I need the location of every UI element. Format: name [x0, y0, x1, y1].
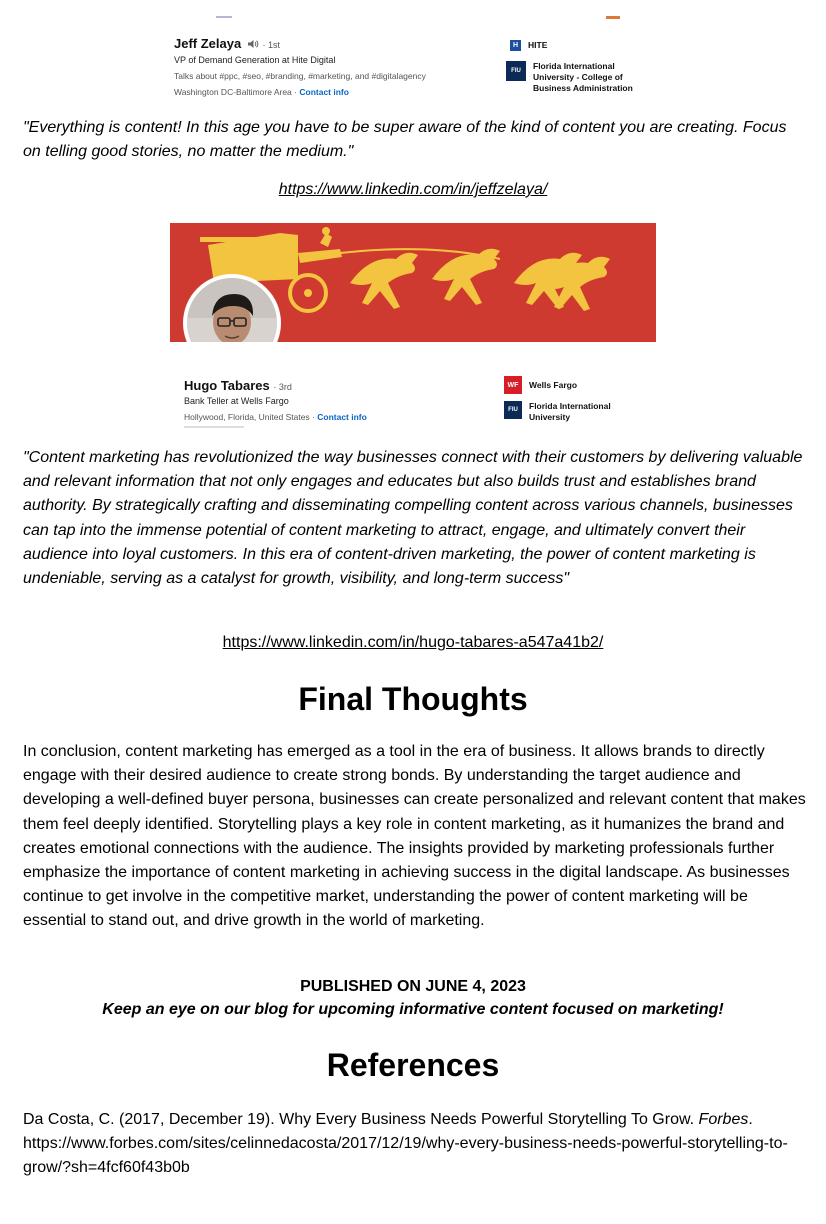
blog-teaser: Keep an eye on our blog for upcoming informative content focused on marketing!: [102, 1001, 724, 1018]
profile-name: Hugo Tabares · 3rd: [184, 378, 292, 393]
hite-logo-icon: H: [510, 40, 521, 51]
contact-info-link[interactable]: Contact info: [317, 412, 367, 422]
quote-hugo-tabares: "Content marketing has revolutionized the way businesses connect with their customers by delivering valuable and relevant information that not only engages and educates but also builds trust and establishes brand authority. By strategically crafting and disseminating compelling content across various channels, businesses can tap into the immense potential of content marketing to attract, engage, and ultimately convert their audience into loyal customers. In this era of content-driven marketing, the power of content marketing is undeniable, serving as a catalyst for growth, visibility, and long-term success": [23, 449, 803, 588]
references-heading: References: [326, 1047, 500, 1083]
reference-entry: Da Costa, C. (2017, December 19). Why Every Business Needs Powerful Storytelling To Grow. Forbes. https://www.forbes.com/sites/celinnedacosta/2017/12/19/why-every-business-needs-powerful-storytelling-to-grow/?sh=4fcf60f43b0b: [23, 1111, 788, 1177]
profile-name: Jeff Zelaya · 1st: [174, 36, 280, 51]
fiu-logo-icon: FIU: [504, 401, 522, 419]
profile-talks-about: Talks about #ppc, #seo, #branding, #marketing, and #digitalagency: [174, 71, 426, 81]
reference-source: Forbes: [698, 1111, 749, 1128]
jeff-zelaya-profile-card: [168, 14, 658, 104]
connection-degree: · 1st: [262, 40, 280, 50]
link-hugo-tabares[interactable]: https://www.linkedin.com/in/hugo-tabares-a547a41b2/: [222, 634, 604, 651]
profile-location: Washington DC-Baltimore Area · Contact info: [174, 87, 349, 97]
profile-headline: Bank Teller at Wells Fargo: [184, 396, 289, 406]
quote-jeff-zelaya: "Everything is content! In this age you have to be super aware of the kind of content you are creating. Focus on telling good stories, no matter the medium.": [23, 119, 787, 161]
final-thoughts-heading: Final Thoughts: [298, 681, 528, 717]
final-thoughts-paragraph: In conclusion, content marketing has emerged as a tool in the era of business. It allows brands to directly engage with their desired audience to create strong bonds. By understanding the target audience and developing a well-defined buyer persona, businesses can create personalized and relevant content that makes them feel deeply identified. Storytelling plays a key role in content marketing, as it humanizes the brand and creates emotional connections with the audience. The insights provided by marketing professionals further emphasize the importance of content marketing in achieving success in the digital landscape. As businesses continue to get involve in the competitive market, understanding the power of content marketing will be essential to stand out, and drive growth in the world of marketing.: [23, 743, 806, 930]
contact-info-link[interactable]: Contact info: [299, 87, 349, 97]
org-wells-fargo: WF Wells Fargo: [504, 376, 577, 394]
profile-location: Hollywood, Florida, United States · Contact info: [184, 412, 367, 422]
org-hite: H HITE: [510, 40, 547, 51]
connection-degree: · 3rd: [273, 382, 292, 392]
hugo-tabares-profile-card: [170, 342, 656, 430]
link-jeff-zelaya[interactable]: https://www.linkedin.com/in/jeffzelaya/: [278, 181, 548, 198]
card-top-edge: [216, 16, 232, 18]
published-date: PUBLISHED ON JUNE 4, 2023: [300, 978, 526, 995]
reference-url: . https://www.forbes.com/sites/celinnedacosta/2017/12/19/why-every-business-needs-powerful-storytelling-to-grow/?sh=4fcf60f43b0b: [23, 1111, 788, 1177]
profile-headline: VP of Demand Generation at Hite Digital: [174, 55, 336, 65]
fiu-logo-icon: FIU: [506, 61, 526, 81]
card-top-edge-accent: [606, 16, 620, 19]
card-cutoff-line: [184, 426, 244, 428]
wells-fargo-logo-icon: WF: [504, 376, 522, 394]
org-fiu: FIU Florida International University: [504, 401, 644, 423]
speaker-icon: [247, 39, 259, 49]
org-fiu-business: FIU Florida International University - College of Business Administration: [506, 61, 656, 94]
